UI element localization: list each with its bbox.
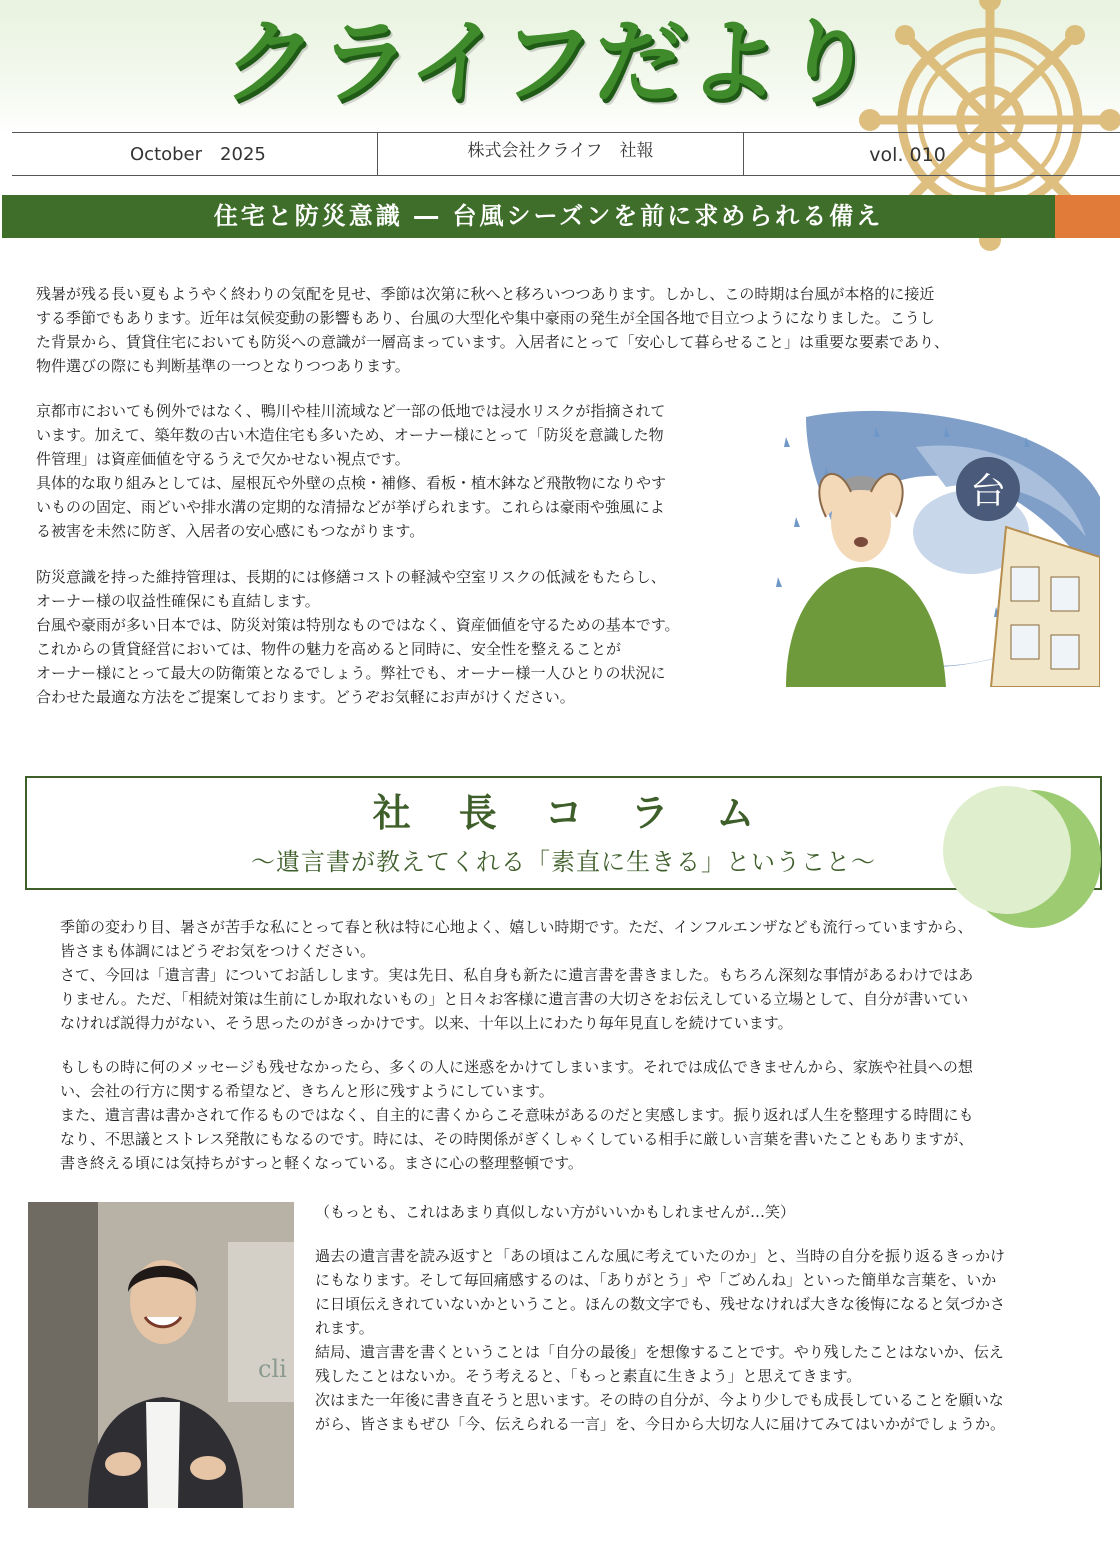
article-intro — [36, 282, 1086, 378]
photo-sign-text: cli — [258, 1355, 287, 1383]
text-line: にもなります。そして毎回痛感するのは、「ありがとう」や「ごめんね」といった簡単な言葉を、いか — [315, 1271, 997, 1289]
column-text — [60, 915, 1080, 1175]
text-line: これからの賃貸経営においては、物件の魅力を高めると同時に、安全性を整えることが — [36, 640, 622, 658]
text-line: 合わせた最適な方法をご提案しております。どうぞお気軽にお声がけください。 — [36, 688, 575, 706]
text-line: りません。ただ、「相続対策は生前にしか取れないもの」と日々お客様に遺言書の大切さをお伝えしている立場として、自分が書いてい — [60, 990, 969, 1008]
text-line: さて、今回は「遺言書」についてお話しします。実は先日、私自身も新たに遺言書を書きました。もちろん深刻な事情があるわけではあ — [60, 966, 974, 984]
typhoon-label: 台 — [969, 471, 1007, 512]
text-line: する季節でもあります。近年は気候変動の影響もあり、台風の大型化や集中豪雨の発生が全国各地で目立つようになりました。こうし — [36, 309, 935, 327]
issue-date: October 2025 — [12, 133, 378, 175]
column-subtitle: ～遺言書が教えてくれる「素直に生きる」ということ～ — [251, 848, 876, 876]
text-line: 防災意識を持った維持管理は、長期的には修繕コストの軽減や空室リスクの低減をもたらし、 — [36, 568, 666, 586]
newsletter-title: クライフだより — [220, 9, 881, 116]
text-line: なり、不思議とストレス発散にもなるのです。時には、その時関係がぎくしゃくしている相手に厳しい言葉を書いたこともありますが、 — [60, 1130, 974, 1148]
text-line: 皆さまも体調にはどうぞお気をつけください。 — [60, 942, 376, 960]
text-line: オーナー様にとって最大の防衛策となるでしょう。弊社でも、オーナー様一人ひとりの状況に — [36, 664, 666, 682]
president-photo — [28, 1202, 294, 1508]
text-line: 次はまた一年後に書き直そうと思います。その時の自分が、今より少しでも成長していることを願いな — [315, 1391, 1004, 1409]
company-name: 株式会社クライフ 社報 — [378, 133, 745, 175]
text-line: 物件選びの際にも判断基準の一つとなりつつあります。 — [36, 357, 410, 375]
text-line: れます。 — [315, 1319, 374, 1337]
text-line: い、会社の行方に関する希望など、きちんと形に残すようにしています。 — [60, 1082, 554, 1100]
volume-number: vol. 010 — [869, 144, 946, 166]
text-line: 結局、遺言書を書くということは「自分の最後」を想像することです。やり残したことはないか、伝え — [315, 1343, 1004, 1361]
text-line: に日頃伝えきれていないかということ。ほんの数文字でも、残せなければ大きな後悔になると気づかさ — [315, 1295, 1006, 1313]
column-title: 社長コラム — [372, 791, 803, 835]
text-line: また、遺言書は書かされて作るものではなく、自主的に書くからこそ意味があるのだと実感します。振り返れば人生を整理する時間にも — [60, 1106, 974, 1124]
article-body — [36, 399, 754, 709]
column-text-continued — [315, 1200, 1085, 1436]
text-line: 書き終える頃には気持ちがすっと軽くなっている。まさに心の整理整頓です。 — [60, 1154, 583, 1172]
text-line: もしもの時に何のメッセージも残せなかったら、多くの人に迷惑をかけてしまいます。それでは成仏できませんから、家族や社員への想 — [60, 1058, 973, 1076]
text-line: がら、皆さまもぜひ「今、伝えられる一言」を、今日から大切な人に届けてみてはいかがでしょうか。 — [315, 1415, 1006, 1433]
text-line: 残したことはないか。そう考えると、「もっと素直に生きよう」と思えてきます。 — [315, 1367, 862, 1385]
text-line: いものの固定、雨どいや排水溝の定期的な清掃などが挙げられます。これらは豪雨や強風によ — [36, 498, 665, 516]
section-heading: 住宅と防災意識 ― 台風シーズンを前に求められる備え — [2, 195, 1055, 238]
text-line: います。加えて、築年数の古い木造住宅も多いため、オーナー様にとって「防災を意識した物 — [36, 426, 664, 444]
text-line: 台風や豪雨が多い日本では、防災対策は特別なものではなく、資産価値を守るための基本です。 — [36, 616, 680, 634]
building — [991, 527, 1100, 687]
text-line: 京都市においても例外ではなく、鴨川や桂川流域など一部の低地では浸水リスクが指摘されて — [36, 402, 666, 420]
text-line: 過去の遺言書を読み返すと「あの頃はこんな風に考えていたのか」と、当時の自分を振り返るきっかけ — [315, 1247, 1006, 1265]
text-line: た背景から、賃貸住宅においても防災への意識が一層高まっています。入居者にとって「安心して暮らせること」は重要な要素であり、 — [36, 333, 950, 351]
text-line: 季節の変わり目、暑さが苦手な私にとって春と秋は特に心地よく、嬉しい時期です。ただ、インフルエンザなども流行っていますから、 — [60, 918, 973, 936]
text-line: る被害を未然に防ぎ、入居者の安心感にもつながります。 — [36, 522, 425, 540]
text-line: オーナー様の収益性確保にも直結します。 — [36, 592, 320, 610]
text-line: 件管理」は資産価値を守るうえで欠かせない視点です。 — [36, 450, 410, 468]
section-accent — [1055, 195, 1120, 238]
text-line: なければ説得力がない、そう思ったのがきっかけです。以来、十年以上にわたり毎年見直しを続けています。 — [60, 1014, 793, 1032]
typhoon-illustration — [766, 407, 1100, 687]
text-line: 具体的な取り組みとしては、屋根瓦や外壁の点検・補修、看板・植木鉢など飛散物になりやす — [36, 474, 667, 492]
info-bar — [12, 132, 1120, 176]
text-line: （もっとも、これはあまり真似しない方がいいかもしれませんが…笑） — [315, 1203, 796, 1221]
text-line: 残暑が残る長い夏もようやく終わりの気配を見せ、季節は次第に秋へと移ろいつつあります。しかし、この時期は台風が本格的に接近 — [36, 285, 935, 303]
